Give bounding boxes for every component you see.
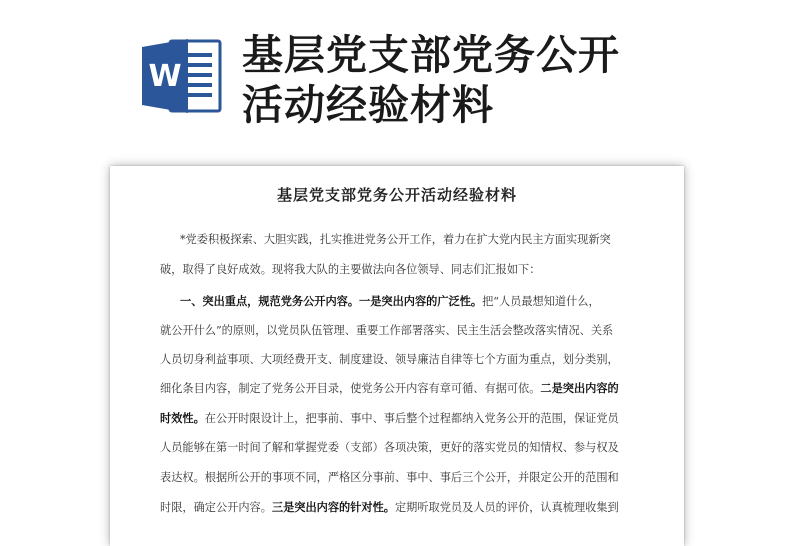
document-line — [180, 293, 600, 309]
body-text: 细化条目内容，制定了党务公开目录，使党务公开内容有章可循、有据可依。 — [160, 382, 541, 395]
emphasis-text: 二是突出内容的 — [540, 381, 619, 395]
document-title: 基层党支部党务公开活动经验材料 — [276, 186, 517, 204]
body-text: *党委积极探索、大胆实践，扎实推进党务公开工作，着力在扩大党内民主方面实现新突 — [180, 233, 611, 246]
emphasis-text: 三是突出内容的针对性。 — [271, 500, 395, 514]
document-line — [160, 439, 619, 455]
document-line — [160, 469, 619, 485]
body-text: 表达权。根据所公开的事项不同，严格区分事前、事中、事后三个公开，并限定公开的范围和 — [160, 471, 619, 484]
word-document-icon — [140, 35, 224, 117]
document-line — [160, 322, 613, 338]
banner-title — [242, 30, 762, 130]
body-text: 人员能够在第一时间了解和掌握党委（支部）各项决策，更好的落实党员的知情权、参与权及 — [160, 441, 619, 454]
body-text: 定期听取党员及人员的评价，认真梳理收集到 — [394, 501, 619, 514]
body-text: 就公开什么”的原则，以党员队伍管理、重要工作部署落实、民主生活会整改落实情况、关系 — [160, 324, 614, 337]
body-text: 人员切身利益事项、大项经费开支、制度建设、领导廉洁自律等七个方面为重点，划分类别， — [160, 353, 619, 366]
emphasis-text: 时效性。 — [160, 411, 205, 425]
body-text: 时限，确定公开内容。 — [160, 501, 272, 514]
document-line — [160, 351, 619, 367]
body-text: 破，取得了良好成效。现将我大队的主要做法向各位领导、同志们汇报如下： — [160, 263, 541, 276]
document-line — [160, 410, 619, 426]
word-icon-letter: W — [148, 59, 182, 94]
document-line — [160, 261, 540, 277]
body-text: 在公开时限设计上，把事前、事中、事后整个过程都纳入党务公开的范围，保证党员 — [204, 412, 619, 425]
document-line — [180, 231, 611, 247]
body-text: 把“人员最想知道什么， — [482, 295, 600, 308]
emphasis-text: 一、突出重点，规范党务公开内容。一是突出内容的广泛性。 — [180, 294, 483, 308]
cover-banner — [0, 0, 800, 150]
banner-title-line-1: 基层党支部党务公开 — [242, 31, 620, 79]
document-line — [160, 499, 619, 515]
banner-title-line-2: 活动经验材料 — [242, 81, 494, 129]
document-line — [160, 380, 619, 396]
